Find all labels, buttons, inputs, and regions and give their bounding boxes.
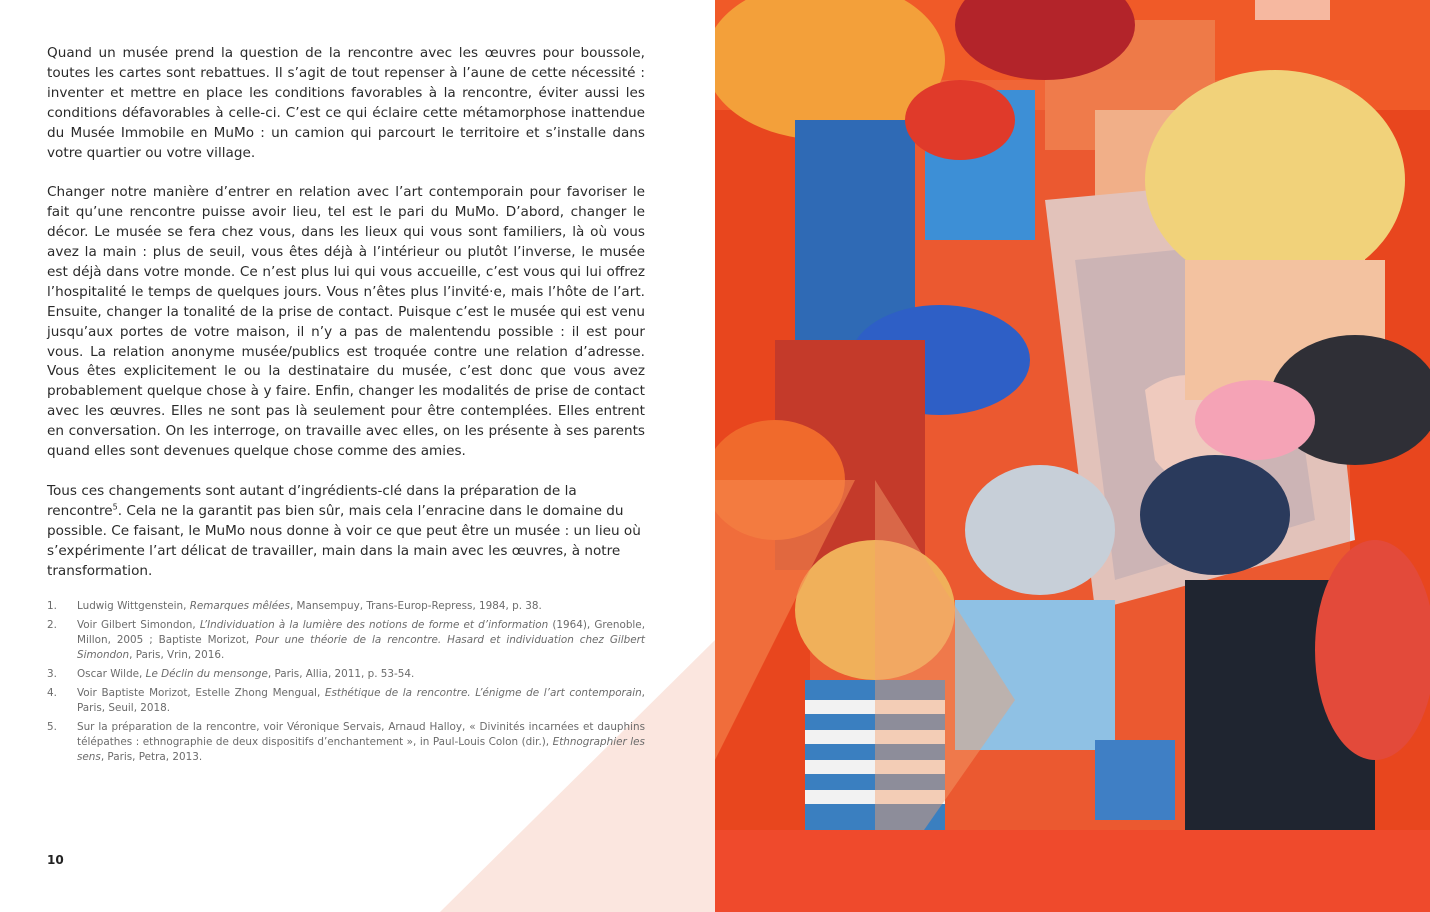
footnote-title: L’Individuation à la lumière des notions de forme et d’information	[199, 619, 549, 631]
footnote-text	[77, 686, 645, 716]
paragraph-3-end: . Cela ne la garantit pas bien sûr, mais cela l’enracine dans le domaine du possible. Ce faisant, le MuMo nous donne à voir ce que peut être un musée : un lieu où s’expérimente l’art délicat de travailler, main dans la main avec les œuvres, à notre transformation.	[47, 502, 641, 579]
footnote-title: Esthétique de la rencontre. L’énigme de l’art contemporain	[324, 687, 642, 699]
footnote-title: Le Déclin du mensonge	[145, 668, 268, 680]
children-map-photo	[715, 0, 1430, 912]
footnote-title: Ethnographier les sens	[77, 736, 645, 763]
footnote-number: 5.	[47, 721, 57, 733]
paragraph-1: Quand un musée prend la question de la rencontre avec les œuvres pour boussole, toutes les cartes sont rebattues. Il s’agit de tout repenser à l’aune de cette nécessité : inventer et mettre en place les conditions favorables à la rencontre, éviter aussi les conditions défavorables à celle-ci. C’est ce qui éclaire cette métamorphose inattendue du Musée Immobile en MuMo : un camion qui parcourt le territoire et s’installe dans votre quartier ou votre village.	[47, 45, 645, 161]
photo-page	[715, 0, 1430, 912]
footnote	[47, 686, 645, 716]
footnote-segment: Voir Baptiste Morizot, Estelle Zhong Mengual,	[77, 687, 325, 699]
footnote-segment: , Paris, Seuil, 2018.	[77, 687, 645, 714]
footnote	[47, 720, 645, 765]
footnote-segment: Sur la préparation de la rencontre, voir Véronique Servais, Arnaud Halloy, « Divinités incarnées et dauphins télépathes : ethnographie de deux dispositifs d’enchantement », in Paul-Louis Colon (dir.),	[77, 721, 645, 748]
footnote-number: 4.	[47, 687, 57, 699]
footnote-text	[77, 720, 645, 765]
paragraph-3-start: Tous ces changements sont autant d’ingrédients-clé dans la préparation de la rencontre	[47, 482, 577, 519]
body-text	[47, 44, 645, 601]
footnote-segment: Oscar Wilde,	[77, 668, 146, 680]
footnote-text	[77, 618, 645, 663]
footnote	[47, 618, 645, 663]
footnote	[47, 599, 645, 614]
footnote-number: 1.	[47, 600, 57, 612]
footnote-segment: , Paris, Allia, 2011, p. 53-54.	[267, 668, 415, 680]
footnote-segment: , Paris, Vrin, 2016.	[129, 649, 225, 661]
footnote-number: 2.	[47, 619, 57, 631]
paragraph-2: Changer notre manière d’entrer en relation avec l’art contemporain pour favoriser le fait qu’une rencontre puisse avoir lieu, tel est le pari du MuMo. D’abord, changer le décor. Le musée se fera chez vous, dans les lieux qui vous sont familiers, là où vous avez la main : plus de seuil, vous êtes déjà à l’intérieur ou plutôt l’inverse, le musée est déjà dans votre monde. Ce n’est plus lui qui vous accueille, c’est vous qui lui offrez l’hospitalité le temps de quelques jours. Vous n’êtes plus l’invité·e, mais l’hôte de l’art. Ensuite, changer la tonalité de la prise de contact. Puisque c’est le musée qui est venu jusqu’aux portes de votre maison, il n’y a pas de malentendu possible : il est pour vous. La relation anonyme musée/publics est troquée contre une relation d’adresse. Vous êtes explicitement le ou la destinataire du musée, c’est donc que vous avez probablement quelque chose à y faire. Enfin, changer les modalités de prise de contact avec les œuvres. Elles ne sont pas là seulement pour être contemplées. Elles entrent en conversation. On les interroge, on travaille avec elles, on les présente à ses parents quand elles sont devenues quelque chose comme des amies.	[47, 184, 645, 460]
footnote-reference[interactable]: 5	[112, 502, 118, 512]
footnote-text	[77, 599, 645, 614]
footnote-title: Remarques mêlées	[189, 600, 290, 612]
footnote-segment: , Paris, Petra, 2013.	[100, 751, 203, 763]
footnote	[47, 667, 645, 682]
footnote-title: Pour une théorie de la rencontre. Hasard et individuation chez Gilbert Simondon	[77, 634, 645, 661]
footnote-segment: Voir Gilbert Simondon,	[77, 619, 200, 631]
paragraph-3	[47, 482, 645, 582]
page-number: 10	[47, 853, 64, 867]
footnotes	[47, 599, 645, 769]
footnote-number: 3.	[47, 668, 57, 680]
footnote-text	[77, 667, 645, 682]
footnote-segment: Ludwig Wittgenstein,	[77, 600, 190, 612]
footnote-segment: , Mansempuy, Trans-Europ-Repress, 1984, p. 38.	[289, 600, 542, 612]
footnote-segment: (1964), Grenoble, Millon, 2005 ; Baptiste Morizot,	[77, 619, 645, 646]
